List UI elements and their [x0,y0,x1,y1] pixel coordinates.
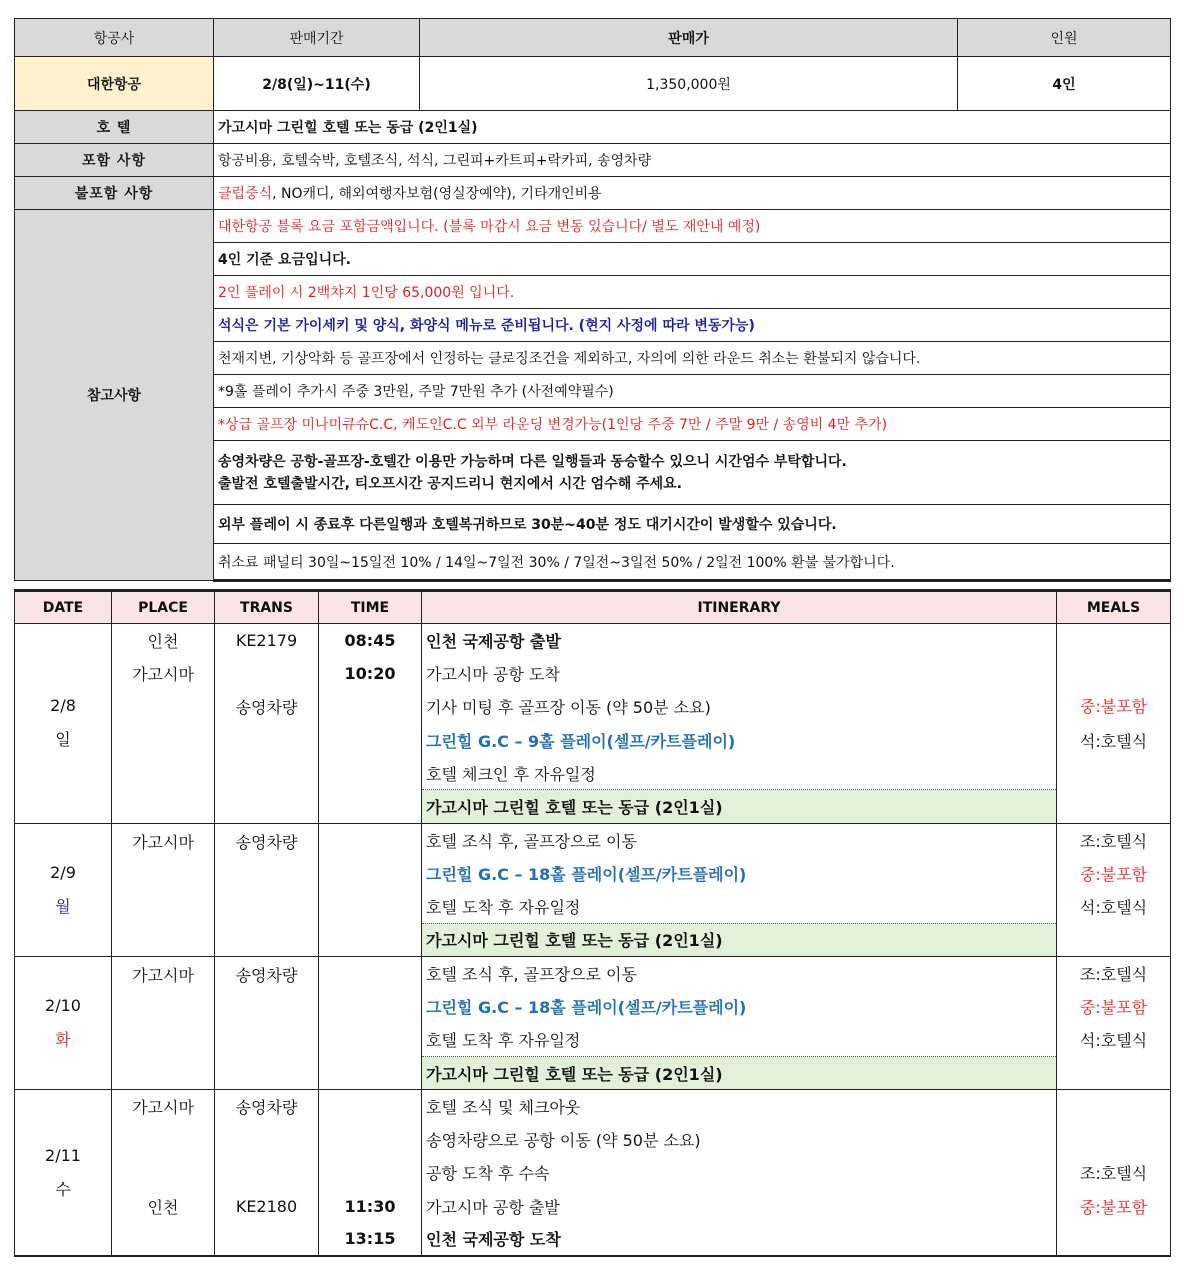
day2-trans [215,857,319,890]
col-time: TIME [319,591,422,624]
note-cancel-penalty: 취소료 패널티 30일~15일전 10% / 14일~7일전 30% / 7일전~3일전 50% / 2일전 100% 환불 불가합니다. [214,544,1171,581]
day3-dow: 화 [55,1030,71,1050]
day1-item: 가고시마 공항 도착 [422,657,1057,690]
note-upgrade-course: *상급 골프장 미나미큐슈C.C, 케도인C.C 외부 라운딩 변경가능(1인당 주중 7만 / 주말 9만 / 송영비 4만 추가) [214,408,1171,441]
day2-time [319,890,422,923]
day4-item: 송영차량으로 공항 이동 (약 50분 소요) [422,1123,1057,1156]
note-two-pax-charge: 2인 플레이 시 2백챠지 1인당 65,000원 입니다. [214,276,1171,309]
day1-time [319,757,422,790]
day2-dow: 월 [55,896,71,916]
note-dinner: 석식은 기본 가이세키 및 양식, 화양식 메뉴로 준비됩니다. (현지 사정에 따라 변동가능) [214,309,1171,342]
day4-trans [215,1223,319,1256]
day1-date-cell [15,624,112,824]
included-label: 포함 사항 [15,144,214,177]
day3-meal-dinner: 석:호텔식 [1057,1023,1171,1056]
day4-item: 가고시마 공항 출발 [422,1190,1057,1223]
day4-item: 호텔 조식 및 체크아웃 [422,1090,1057,1123]
day4-meal-empty [1057,1123,1171,1156]
day4-meal-empty [1057,1090,1171,1123]
day1-meals [1057,624,1171,824]
pax-value: 4인 [958,57,1171,111]
day3-place [112,1023,215,1056]
day1-time [319,723,422,756]
day3-trans [215,990,319,1023]
price-header: 판매가 [420,19,958,57]
day4-trans: KE2180 [215,1190,319,1223]
day2-trans [215,890,319,923]
day1-meal-lunch: 중:불포함 [1079,697,1148,717]
day1-time [319,690,422,723]
day4-trans: 송영차량 [215,1090,319,1123]
col-date: DATE [15,591,112,624]
day3-meal-empty [1057,1056,1171,1089]
summary-table [14,18,1171,582]
day1-hotel-item: 가고시마 그린힐 호텔 또는 동급 (2인1실) [422,790,1057,823]
day1-dow: 일 [55,730,71,750]
period-value: 2/8(일)~11(수) [214,57,420,111]
day1-row [15,624,1171,657]
day3-hotel-item: 가고시마 그린힐 호텔 또는 동급 (2인1실) [422,1056,1057,1089]
day2-meal-dinner: 석:호텔식 [1057,890,1171,923]
day3-item: 호텔 조식 후, 골프장으로 이동 [422,956,1057,989]
day4-place [112,1156,215,1189]
pax-header: 인원 [958,19,1171,57]
price-value: 1,350,000원 [420,57,958,111]
note-closing: 천재지변, 기상악화 등 골프장에서 인정하는 클로징조건을 제외하고, 자의에 의한 라운드 취소는 환불되지 않습니다. [214,342,1171,375]
day4-place: 인천 [112,1190,215,1223]
day1-trans: KE2179 [215,624,319,657]
day4-date-cell [15,1090,112,1256]
day3-place: 가고시마 [112,956,215,989]
day1-time: 10:20 [319,657,422,690]
day3-time [319,990,422,1023]
day2-item: 호텔 조식 후, 골프장으로 이동 [422,823,1057,856]
note-extra-9holes: *9홀 플레이 추가시 주중 3만원, 주말 7만원 추가 (사전예약필수) [214,375,1171,408]
note-transfer [214,441,1171,505]
day3-meal-lunch: 중:불포함 [1057,990,1171,1023]
day2-hotel-item: 가고시마 그린힐 호텔 또는 동급 (2인1실) [422,923,1057,956]
period-header: 판매기간 [214,19,420,57]
day3-date-cell [15,956,112,1089]
day2-date-cell [15,823,112,956]
day1-item: 인천 국제공항 출발 [422,624,1057,657]
day2-time [319,857,422,890]
day1-golf-item: 그린힐 G.C – 9홀 플레이(셀프/카트플레이) [422,723,1057,756]
note-fare-block: 대한항공 블록 요금 포함금액입니다. (블록 마감시 요금 변동 있습니다/ 별도 재안내 예정) [214,210,1171,243]
day2-trans: 송영차량 [215,823,319,856]
notes-label: 참고사항 [15,210,214,581]
day3-trans [215,1023,319,1056]
note-transfer-line2: 출발전 호텔출발시간, 티오프시간 공지드리니 현지에서 시간 엄수해 주세요. [218,475,682,492]
day1-item: 기사 미팅 후 골프장 이동 (약 50분 소요) [422,690,1057,723]
airline-value: 대한항공 [15,57,214,111]
col-itinerary: ITINERARY [422,591,1057,624]
day1-date: 2/8 [50,696,76,716]
day4-place [112,1223,215,1256]
day1-place: 인천 [112,624,215,657]
day3-place [112,1056,215,1089]
day4-time: 11:30 [319,1190,422,1223]
day4-time [319,1123,422,1156]
day2-meal-breakfast: 조:호텔식 [1057,823,1171,856]
day4-dow: 수 [55,1179,71,1199]
note-transfer-line1: 송영차량은 공항-골프장-호텔간 이용만 가능하며 다른 일행들과 동승할수 있으니 시간엄수 부탁합니다. [218,453,847,470]
day1-place [112,790,215,823]
day1-time [319,790,422,823]
day4-item: 공항 도착 후 수속 [422,1156,1057,1189]
day2-meal-lunch: 중:불포함 [1057,857,1171,890]
day4-meal-lunch: 중:불포함 [1057,1190,1171,1223]
day4-date: 2/11 [45,1145,81,1165]
day1-trans [215,657,319,690]
hotel-label: 호 텔 [15,111,214,144]
day4-time [319,1156,422,1189]
day4-time [319,1090,422,1123]
day4-place [112,1123,215,1156]
day3-meal-breakfast: 조:호텔식 [1057,956,1171,989]
day3-time [319,956,422,989]
day2-trans [215,923,319,956]
day3-place [112,990,215,1023]
day3-time [319,1023,422,1056]
itinerary-table [14,589,1171,1257]
tour-sheet [14,18,1170,1257]
day1-place [112,757,215,790]
note-four-pax: 4인 기준 요금입니다. [214,243,1171,276]
day3-trans: 송영차량 [215,956,319,989]
day2-time [319,923,422,956]
hotel-value: 가고시마 그린힐 호텔 또는 동급 (2인1실) [214,111,1171,144]
day1-meal-dinner: 석:호텔식 [1079,732,1148,752]
airline-header: 항공사 [15,19,214,57]
day3-golf-item: 그린힐 G.C – 18홀 플레이(셀프/카트플레이) [422,990,1057,1023]
day2-place [112,890,215,923]
day4-trans [215,1123,319,1156]
excluded-lunch: 클럽중식 [218,186,273,202]
day2-place [112,923,215,956]
day1-trans [215,723,319,756]
day4-trans [215,1156,319,1189]
day4-item: 인천 국제공항 도착 [422,1223,1057,1256]
day2-time [319,823,422,856]
col-meals: MEALS [1057,591,1171,624]
day3-date: 2/10 [45,996,81,1016]
col-trans: TRANS [215,591,319,624]
day3-item: 호텔 도착 후 자유일정 [422,1023,1057,1056]
day4-meal-empty [1057,1223,1171,1256]
excluded-label: 불포함 사항 [15,177,214,210]
day1-place [112,690,215,723]
day1-trans [215,790,319,823]
day2-item: 호텔 도착 후 자유일정 [422,890,1057,923]
day1-trans: 송영차량 [215,690,319,723]
day3-trans [215,1056,319,1089]
day2-place [112,857,215,890]
day2-place: 가고시마 [112,823,215,856]
day3-time [319,1056,422,1089]
day1-item: 호텔 체크인 후 자유일정 [422,757,1057,790]
day4-meal-breakfast: 조:호텔식 [1057,1156,1171,1189]
day4-time: 13:15 [319,1223,422,1256]
day1-trans [215,757,319,790]
excluded-value [214,177,1171,210]
note-waiting: 외부 플레이 시 종료후 다른일행과 호텔복귀하므로 30분~40분 정도 대기시간이 발생할수 있습니다. [214,505,1171,544]
day1-place [112,723,215,756]
day2-golf-item: 그린힐 G.C – 18홀 플레이(셀프/카트플레이) [422,857,1057,890]
day1-place: 가고시마 [112,657,215,690]
day2-date: 2/9 [50,862,76,882]
included-value: 항공비용, 호텔숙박, 호텔조식, 석식, 그린피+카트피+락카피, 송영차량 [214,144,1171,177]
day2-meal-empty [1057,923,1171,956]
excluded-rest: , NO캐디, 해외여행자보험(영실장예약), 기타개인비용 [272,186,602,202]
col-place: PLACE [112,591,215,624]
day4-place: 가고시마 [112,1090,215,1123]
day1-time: 08:45 [319,624,422,657]
